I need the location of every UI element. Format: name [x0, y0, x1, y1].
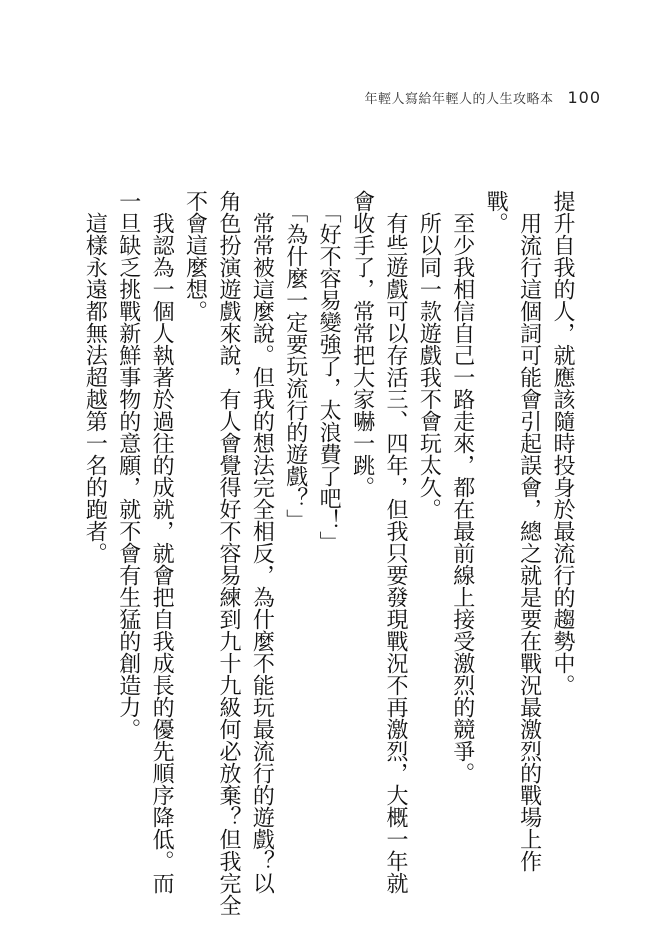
text-line: 戰。: [483, 190, 509, 234]
text-line: 至少我相信自己一路走來，都在最前線上接受激烈的競爭。: [449, 190, 475, 784]
text-line: 不會這麼想。: [182, 190, 208, 322]
text-line: 一旦缺乏挑戰新鮮事物的意願，就不會有生猛的創造力。: [115, 190, 141, 740]
text-line: 常常被這麼說。但我的想法完全相反，為什麼不能玩最流行的遊戲？以: [249, 190, 275, 894]
text-line: 提升自我的人，就應該隨時投身於最流行的趨勢中。: [550, 190, 575, 696]
text-line: 這樣永遠都無法超越第一名的跑者。: [82, 190, 108, 564]
text-line: 所以同一款遊戲我不會玩太久。: [416, 190, 442, 520]
body-text: [78, 190, 579, 916]
page-number: 100: [567, 88, 601, 107]
text-line: 有些遊戲可以存活三、四年，但我只要發現戰況不再激烈，大概一年就: [382, 190, 408, 894]
text-line: 會收手了，常常把大家嚇一跳。: [349, 190, 375, 498]
text-line: 「好不容易變強了，太浪費了吧！」: [316, 190, 342, 553]
text-line: 角色扮演遊戲來說，有人會覺得好不容易練到九十九級何必放棄？但我完全: [215, 190, 241, 916]
text-line: 「為什麼一定要玩流行的遊戲？」: [282, 190, 308, 531]
running-header: [364, 88, 601, 107]
text-line: 我認為一個人執著於過往的成就，就會把自我成長的優先順序降低。而: [149, 190, 175, 894]
book-title: 年輕人寫給年輕人的人生攻略本: [364, 92, 554, 107]
text-line: 用流行這個詞可能會引起誤會，總之就是要在戰況最激烈的戰場上作: [516, 190, 542, 872]
